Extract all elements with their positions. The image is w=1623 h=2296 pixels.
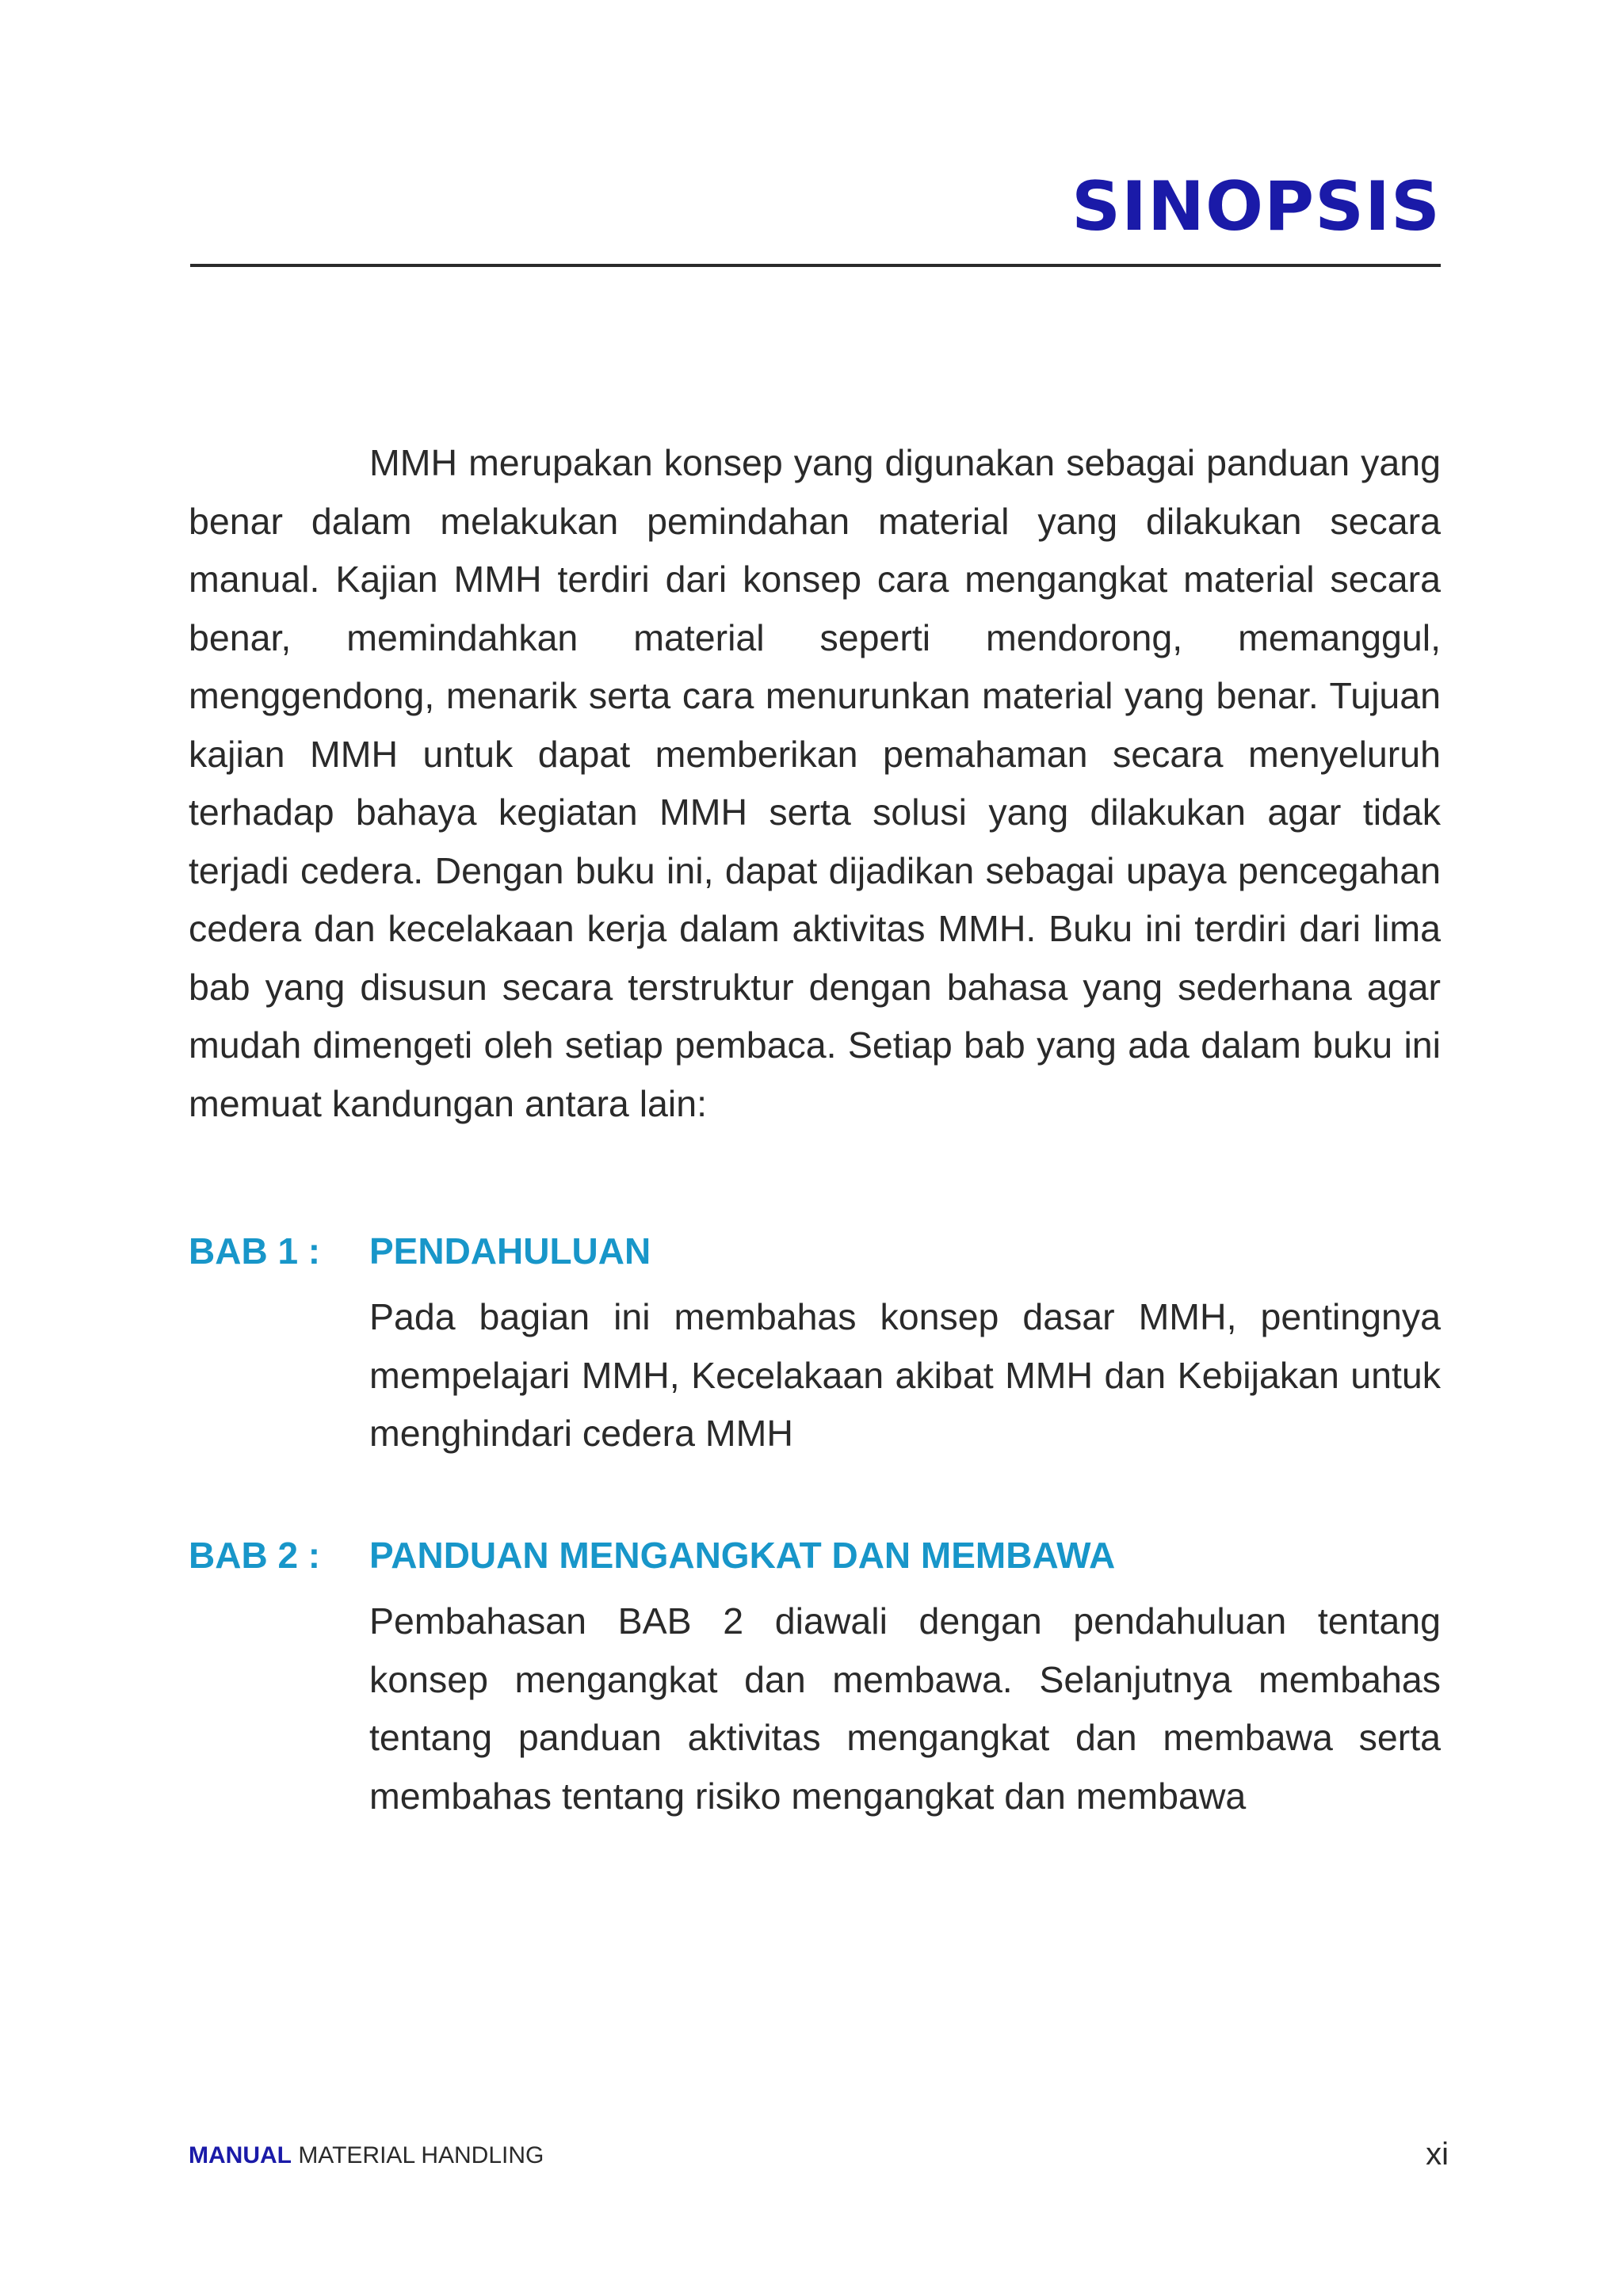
chapter-section-2 bbox=[189, 1526, 1441, 1825]
page-number: xi bbox=[1426, 2137, 1449, 2172]
chapter-heading bbox=[189, 1526, 1441, 1585]
chapter-section-1 bbox=[189, 1222, 1441, 1463]
chapter-label: BAB 1 : bbox=[189, 1230, 321, 1272]
chapter-heading bbox=[189, 1222, 1441, 1280]
chapter-description: Pada bagian ini membahas konsep dasar MMH, pentingnya mempelajari MMH, Kecelakaan akibat MMH dan Kebijakan untuk menghindari cedera MMH bbox=[369, 1296, 1441, 1454]
chapter-title: PANDUAN MENGANGKAT DAN MEMBAWA bbox=[369, 1535, 1116, 1576]
chapter-label: BAB 2 : bbox=[189, 1535, 321, 1576]
running-footer bbox=[189, 2142, 544, 2169]
chapter-description: Pembahasan BAB 2 diawali dengan pendahuluan tentang konsep mengangkat dan membawa. Selanjutnya membahas tentang panduan aktivitas mengangkat dan membawa serta membahas tentang risiko mengangkat dan membawa bbox=[369, 1600, 1441, 1817]
title-divider bbox=[190, 264, 1441, 267]
intro-paragraph: MMH merupakan konsep yang digunakan sebagai panduan yang benar dalam melakukan pemindahan material yang dilakukan secara manual. Kajian MMH terdiri dari konsep cara mengangkat material secara benar, memindahkan material seperti mendorong, memanggul, menggendong, menarik serta cara menurunkan material yang benar. Tujuan kajian MMH untuk dapat memberikan pemahaman secara menyeluruh terhadap bahaya kegiatan MMH serta solusi yang dilakukan agar tidak terjadi cedera. Dengan buku ini, dapat dijadikan sebagai upaya pencegahan cedera dan kecelakaan kerja dalam aktivitas MMH. Buku ini terdiri dari lima bab yang disusun secara terstruktur dengan bahasa yang sederhana agar mudah dimengeti oleh setiap pembaca. Setiap bab yang ada dalam buku ini memuat kandungan antara lain: bbox=[189, 442, 1441, 1124]
footer-brand: MANUAL bbox=[189, 2142, 292, 2168]
footer-subtitle: MATERIAL HANDLING bbox=[291, 2142, 544, 2168]
page-title: SINOPSIS bbox=[1071, 167, 1441, 246]
page-footer bbox=[189, 2139, 1449, 2174]
chapter-title: PENDAHULUAN bbox=[369, 1230, 651, 1272]
